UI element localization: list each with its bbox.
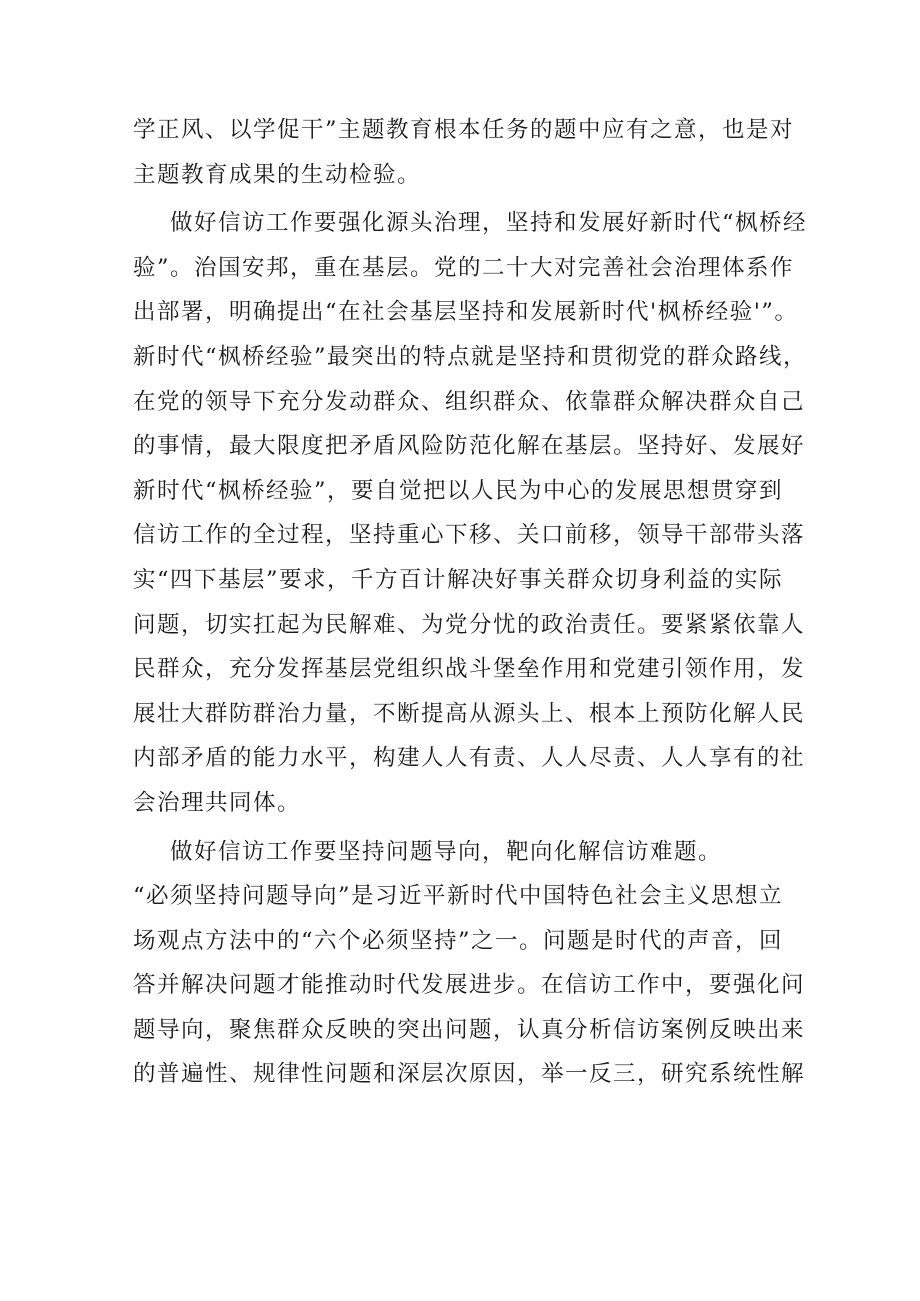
text-line: 答并解决问题才能推动时代发展进步。在信访工作中，要强化问 [133, 972, 806, 999]
text-line: 展壮大群防群治力量，不断提高从源头上、根本上预防化解人民 [133, 700, 806, 727]
text-line: 验”。治国安邦，重在基层。党的二十大对完善社会治理体系作 [133, 254, 795, 281]
text-line: 会治理共同体。 [133, 789, 302, 816]
text-line: 内部矛盾的能力水平，构建人人有责、人人尽责、人人享有的社 [133, 745, 806, 772]
text-line: 实“四下基层”要求，千方百计解决好事关群众切身利益的实际 [133, 566, 784, 593]
paragraph-3 [133, 830, 806, 1098]
text-line: 信访工作的全过程，坚持重心下移、关口前移，领导干部带头落 [133, 522, 806, 549]
text-line: 做好信访工作要强化源头治理，坚持和发展好新时代“枫桥经 [170, 210, 808, 237]
text-line: 题导向，聚焦群众反映的突出问题，认真分析信访案例反映出来 [133, 1016, 806, 1043]
text-line: 做好信访工作要坚持问题导向，靶向化解信访难题。 [170, 838, 723, 865]
text-line: 民群众，充分发挥基层党组织战斗堡垒作用和党建引领作用，发 [133, 656, 806, 683]
text-line: 新时代“枫桥经验”最突出的特点就是坚持和贯彻党的群众路线， [133, 343, 808, 370]
text-line: “必须坚持问题导向”是习近平新时代中国特色社会主义思想立 [133, 883, 784, 910]
text-line: 主题教育成果的生动检验。 [133, 161, 422, 188]
document-body [133, 108, 808, 1097]
text-line: 新时代“枫桥经验”，要自觉把以人民为中心的发展思想贯穿到 [133, 477, 784, 504]
text-line: 的事情，最大限度把矛盾风险防范化解在基层。坚持好、发展好 [133, 433, 806, 460]
text-line: 的普遍性、规律性问题和深层次原因，举一反三，研究系统性解 [133, 1061, 806, 1088]
text-line: 出部署，明确提出“在社会基层坚持和发展新时代'枫桥经验'”。 [133, 299, 799, 326]
text-line: 场观点方法中的“六个必须坚持”之一。问题是时代的声音，回 [133, 927, 784, 954]
text-line: 在党的领导下充分发动群众、组织群众、依靠群众解决群众自己 [133, 388, 806, 415]
text-line: 问题，切实扛起为民解难、为党分忧的政治责任。要紧紧依靠人 [133, 611, 806, 638]
text-line: 学正风、以学促干”主题教育根本任务的题中应有之意，也是对 [133, 117, 795, 143]
paragraph-2 [133, 201, 808, 825]
paragraph-1 [133, 108, 803, 197]
